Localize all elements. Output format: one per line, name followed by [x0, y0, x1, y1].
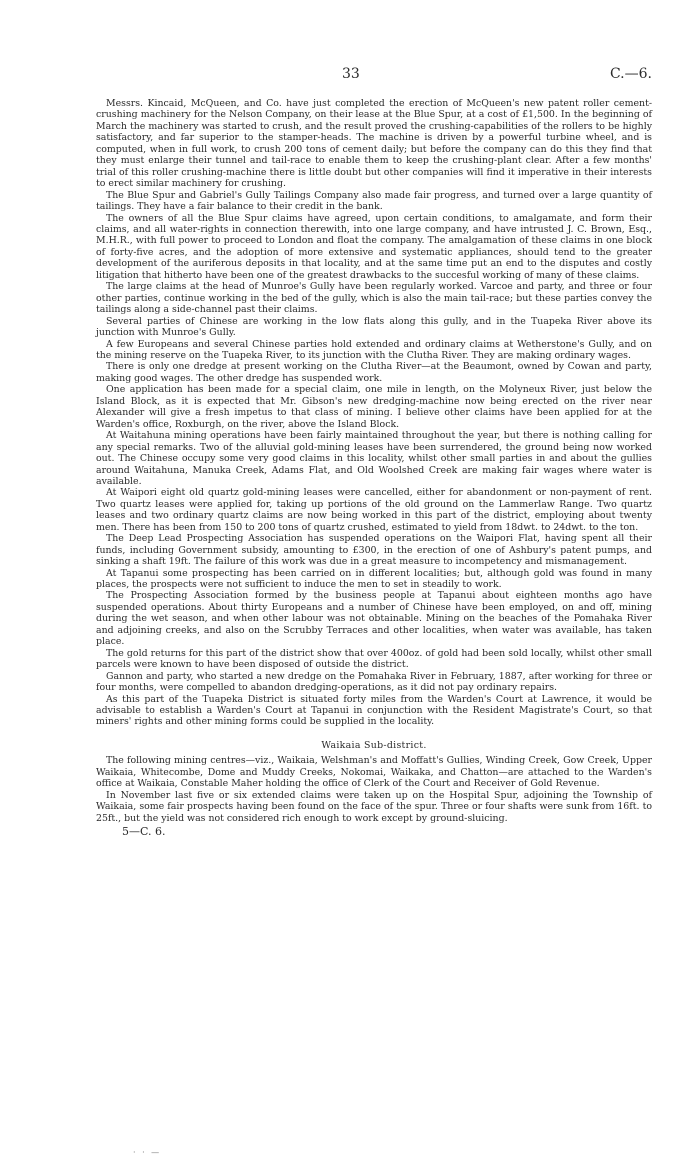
paragraph: The Prospecting Association formed by the business people at Tapanui about eighteen months ago have suspended operations. About thirty Europeans and a number of Chinese have been employed, on and off, mining during the wet season, and when other labour was not obtainable. Mining on the beaches of the Pomahaka River and adjoining creeks, and also on the Scrubby Terraces and other localities, when water was available, has taken place. — [96, 590, 652, 648]
paragraph: Several parties of Chinese are working in the low flats along this gully, and in the Tuapeka River above its junction with Munroe's Gully. — [96, 315, 652, 339]
bottom-mark: · · — — [133, 1148, 162, 1157]
paragraph: Gannon and party, who started a new dredge on the Pomahaka River in February, 1887, after working for three or four months, were compelled to abandon dredging-operations, as it did not pay ordinary repairs. — [96, 670, 652, 694]
paragraph: The gold returns for this part of the district show that over 400oz. of gold had been sold locally, whilst other small parcels were known to have been disposed of outside the district. — [96, 647, 652, 671]
paragraph: A few Europeans and several Chinese parties hold extended and ordinary claims at Wetherstone's Gully, and on the mining reserve on the Tuapeka River, to its junction with the Clutha River. They are making ordinary wages. — [96, 338, 652, 361]
paragraph: At Tapanui some prospecting has been carried on in different localities; but, although gold was found in many places, the prospects were not sufficient to induce the men to set in steadily to work. — [96, 567, 652, 591]
paragraph: In November last five or six extended claims were taken up on the Hospital Spur, adjoining the Township of Waikaia, some fair prospects having been found on the face of the spur. Three or four shafts were sunk from 16ft. to 25ft., but the yield was not considered rich enough to work except by ground-sluicing. — [96, 789, 652, 824]
paragraph: The large claims at the head of Munroe's Gully have been regularly worked. Varcoe and party, and three or four other parties, continue working in the bed of the gully, which is also the main tail-race; but these parties convey the tailings along a side-channel past their claims. — [96, 281, 652, 316]
paragraph: The Blue Spur and Gabriel's Gully Tailings Company also made fair progress, and turned over a large quantity of tailings. They have a fair balance to their credit in the bank. — [96, 189, 652, 213]
paragraph: The Deep Lead Prospecting Association has suspended operations on the Waipori Flat, having spent all their funds, including Government subsidy, amounting to £300, in the erection of one of Ashbury's patent pumps, and sinking a shaft 19ft. The failure of this work was due in a great measure to incompetency and mismanagement. — [96, 533, 652, 568]
paragraph: The following mining centres—viz., Waikaia, Welshman's and Moffatt's Gullies, Winding Creek, Gow Creek, Upper Waikaia, Whitecombe, Dome and Muddy Creeks, Nokomai, Waikaka, and Chatton—are attached to the Warden's office at Waikaia, Constable Maher holding the office of Clerk of the Court and Receiver of Gold Revenue. — [96, 755, 652, 790]
paragraph: Messrs. Kincaid, McQueen, and Co. have just completed the erection of McQueen's new patent roller cement-crushing machinery for the Nelson Company, on their lease at the Blue Spur, at a cost of £1,500. In the beginning of March the machinery was started to crush, and the result proved the crushing-capabilities of the rollers to be highly satisfactory, and far superior to the stamper-heads. The machine is driven by a powerful turbine wheel, and is computed, when in full work, to crush 200 tons of cement daily; but before the company can do this they find that they must enlarge their tunnel and tail-race to enable them to keep the crushing-plant clear. After a few months' trial of this roller crushing-machine there is little doubt but other companies will find it imperative in their interests to erect similar machinery for crushing. — [96, 98, 652, 190]
page-header — [0, 66, 700, 86]
signature-mark: 5—C. 6. — [122, 825, 166, 839]
paragraph: As this part of the Tuapeka District is situated forty miles from the Warden's Court at Lawrence, it would be advisable to establish a Warden's Court at Tapanui in conjunction with the Resident Magistrate's Court, so that miners' rights and other mining forms could be supplied in the locality. — [96, 693, 652, 728]
document-reference: C.—6. — [609, 66, 652, 82]
report-body — [96, 98, 652, 838]
section-heading: Waikaia Sub-district. — [321, 739, 427, 751]
paragraph: One application has been made for a special claim, one mile in length, on the Molyneux River, just below the Island Block, as it is expected that Mr. Gibson's new dredging-machine now being erected on the river near Alexander will give a fresh impetus to that class of mining. I believe other claims have been applied for at the Warden's office, Roxburgh, on the river, above the Island Block. — [96, 384, 652, 430]
paragraph: At Waitahuna mining operations have been fairly maintained throughout the year, but there is nothing calling for any special remarks. Two of the alluvial gold-mining leases have been surrendered, the ground being now worked out. The Chinese occupy some very good claims in this locality, whilst other small parties in and about the gullies around Waitahuna, Manuka Creek, Adams Flat, and Old Woolshed Creek are making fair wages where water is available. — [96, 430, 652, 487]
paragraph: The owners of all the Blue Spur claims have agreed, upon certain conditions, to amalgamate, and form their claims, and all water-rights in connection therewith, into one large company, and have intrusted J. C. Brown, Esq., M.H.R., with full power to proceed to London and float the company. The amalgamation of these claims in one block of forty-five acres, and the adoption of more extensive and systematic appliances, should tend to the greater development of the auriferous deposits in that locality, and at the same time put an end to the disputes and costly litigation that hitherto have been one of the greatest drawbacks to the succesful working of many of these claims. — [96, 212, 652, 281]
page-number: 33 — [342, 66, 360, 82]
paragraph: There is only one dredge at present working on the Clutha River—at the Beaumont, owned by Cowan and party, making good wages. The other dredge has suspended work. — [96, 361, 652, 384]
paragraph: At Waipori eight old quartz gold-mining leases were cancelled, either for abandonment or non-payment of rent. Two quartz leases were applied for, taking up portions of the old ground on the Lammerlaw Range. Two quartz leases and two ordinary quartz claims are now being worked in this part of the district, employing about twenty men. There has been from 150 to 200 tons of quartz crushed, estimated to yield from 18dwt. to 24dwt. to the ton. — [96, 487, 652, 533]
